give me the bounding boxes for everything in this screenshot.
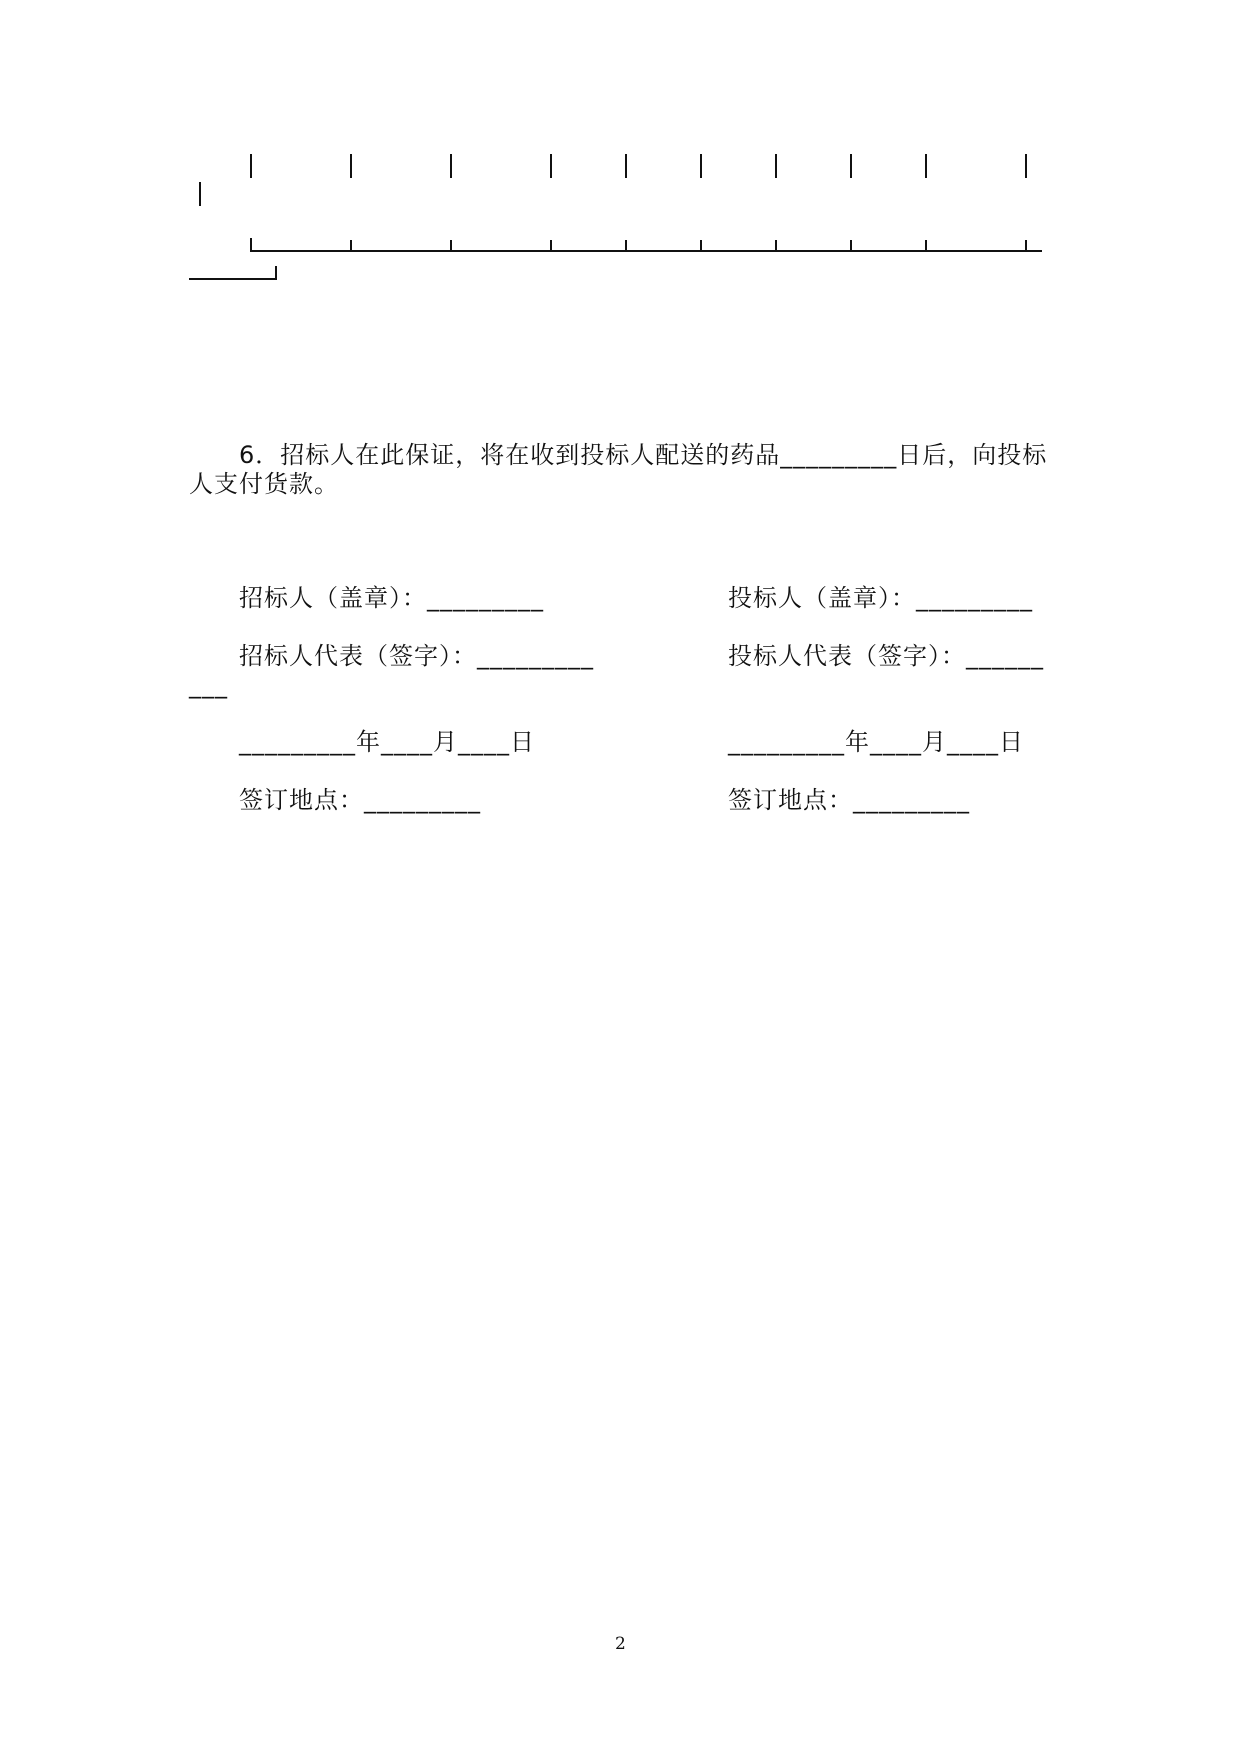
bidder-representative-field-wrap: ___ (189, 671, 228, 699)
table-bottom-border (250, 250, 1042, 252)
table-joint (775, 240, 777, 252)
bidder-representative-field: 投标人代表（签字）：______ (728, 642, 1044, 670)
page-number: 2 (615, 1634, 626, 1654)
clause-6-line-1: 6．招标人在此保证，将在收到投标人配送的药品_________日后，向投标 (239, 441, 1048, 469)
table-joint (700, 240, 702, 252)
tenderer-representative-field: 招标人代表（签字）：_________ (239, 642, 594, 670)
table-joint (550, 240, 552, 252)
table-vertical-rule (625, 154, 627, 178)
table-vertical-rule (700, 154, 702, 178)
table-vertical-rule (925, 154, 927, 178)
table-joint (1025, 240, 1027, 252)
table-corner-right (275, 266, 277, 280)
table-vertical-rule (775, 154, 777, 178)
table-vertical-rule (450, 154, 452, 178)
table-vertical-rule (850, 154, 852, 178)
table-joint (850, 240, 852, 252)
table-vertical-rule (199, 182, 201, 206)
table-joint (450, 240, 452, 252)
table-joint (350, 240, 352, 252)
table-bottom-border-wrap (189, 278, 276, 280)
clause-6-line-2: 人支付货款。 (189, 470, 339, 498)
bidder-seal-field: 投标人（盖章）：_________ (728, 584, 1033, 612)
table-vertical-rule (550, 154, 552, 178)
table-joint (625, 240, 627, 252)
tenderer-date-field: _________年____月____日 (239, 728, 535, 756)
bidder-date-field: _________年____月____日 (728, 728, 1024, 756)
bidder-place-field: 签订地点：_________ (728, 786, 970, 814)
table-joint (925, 240, 927, 252)
table-vertical-rule (1025, 154, 1027, 178)
tenderer-seal-field: 招标人（盖章）：_________ (239, 584, 544, 612)
table-vertical-rule (250, 154, 252, 178)
table-vertical-rule (350, 154, 352, 178)
tenderer-place-field: 签订地点：_________ (239, 786, 481, 814)
